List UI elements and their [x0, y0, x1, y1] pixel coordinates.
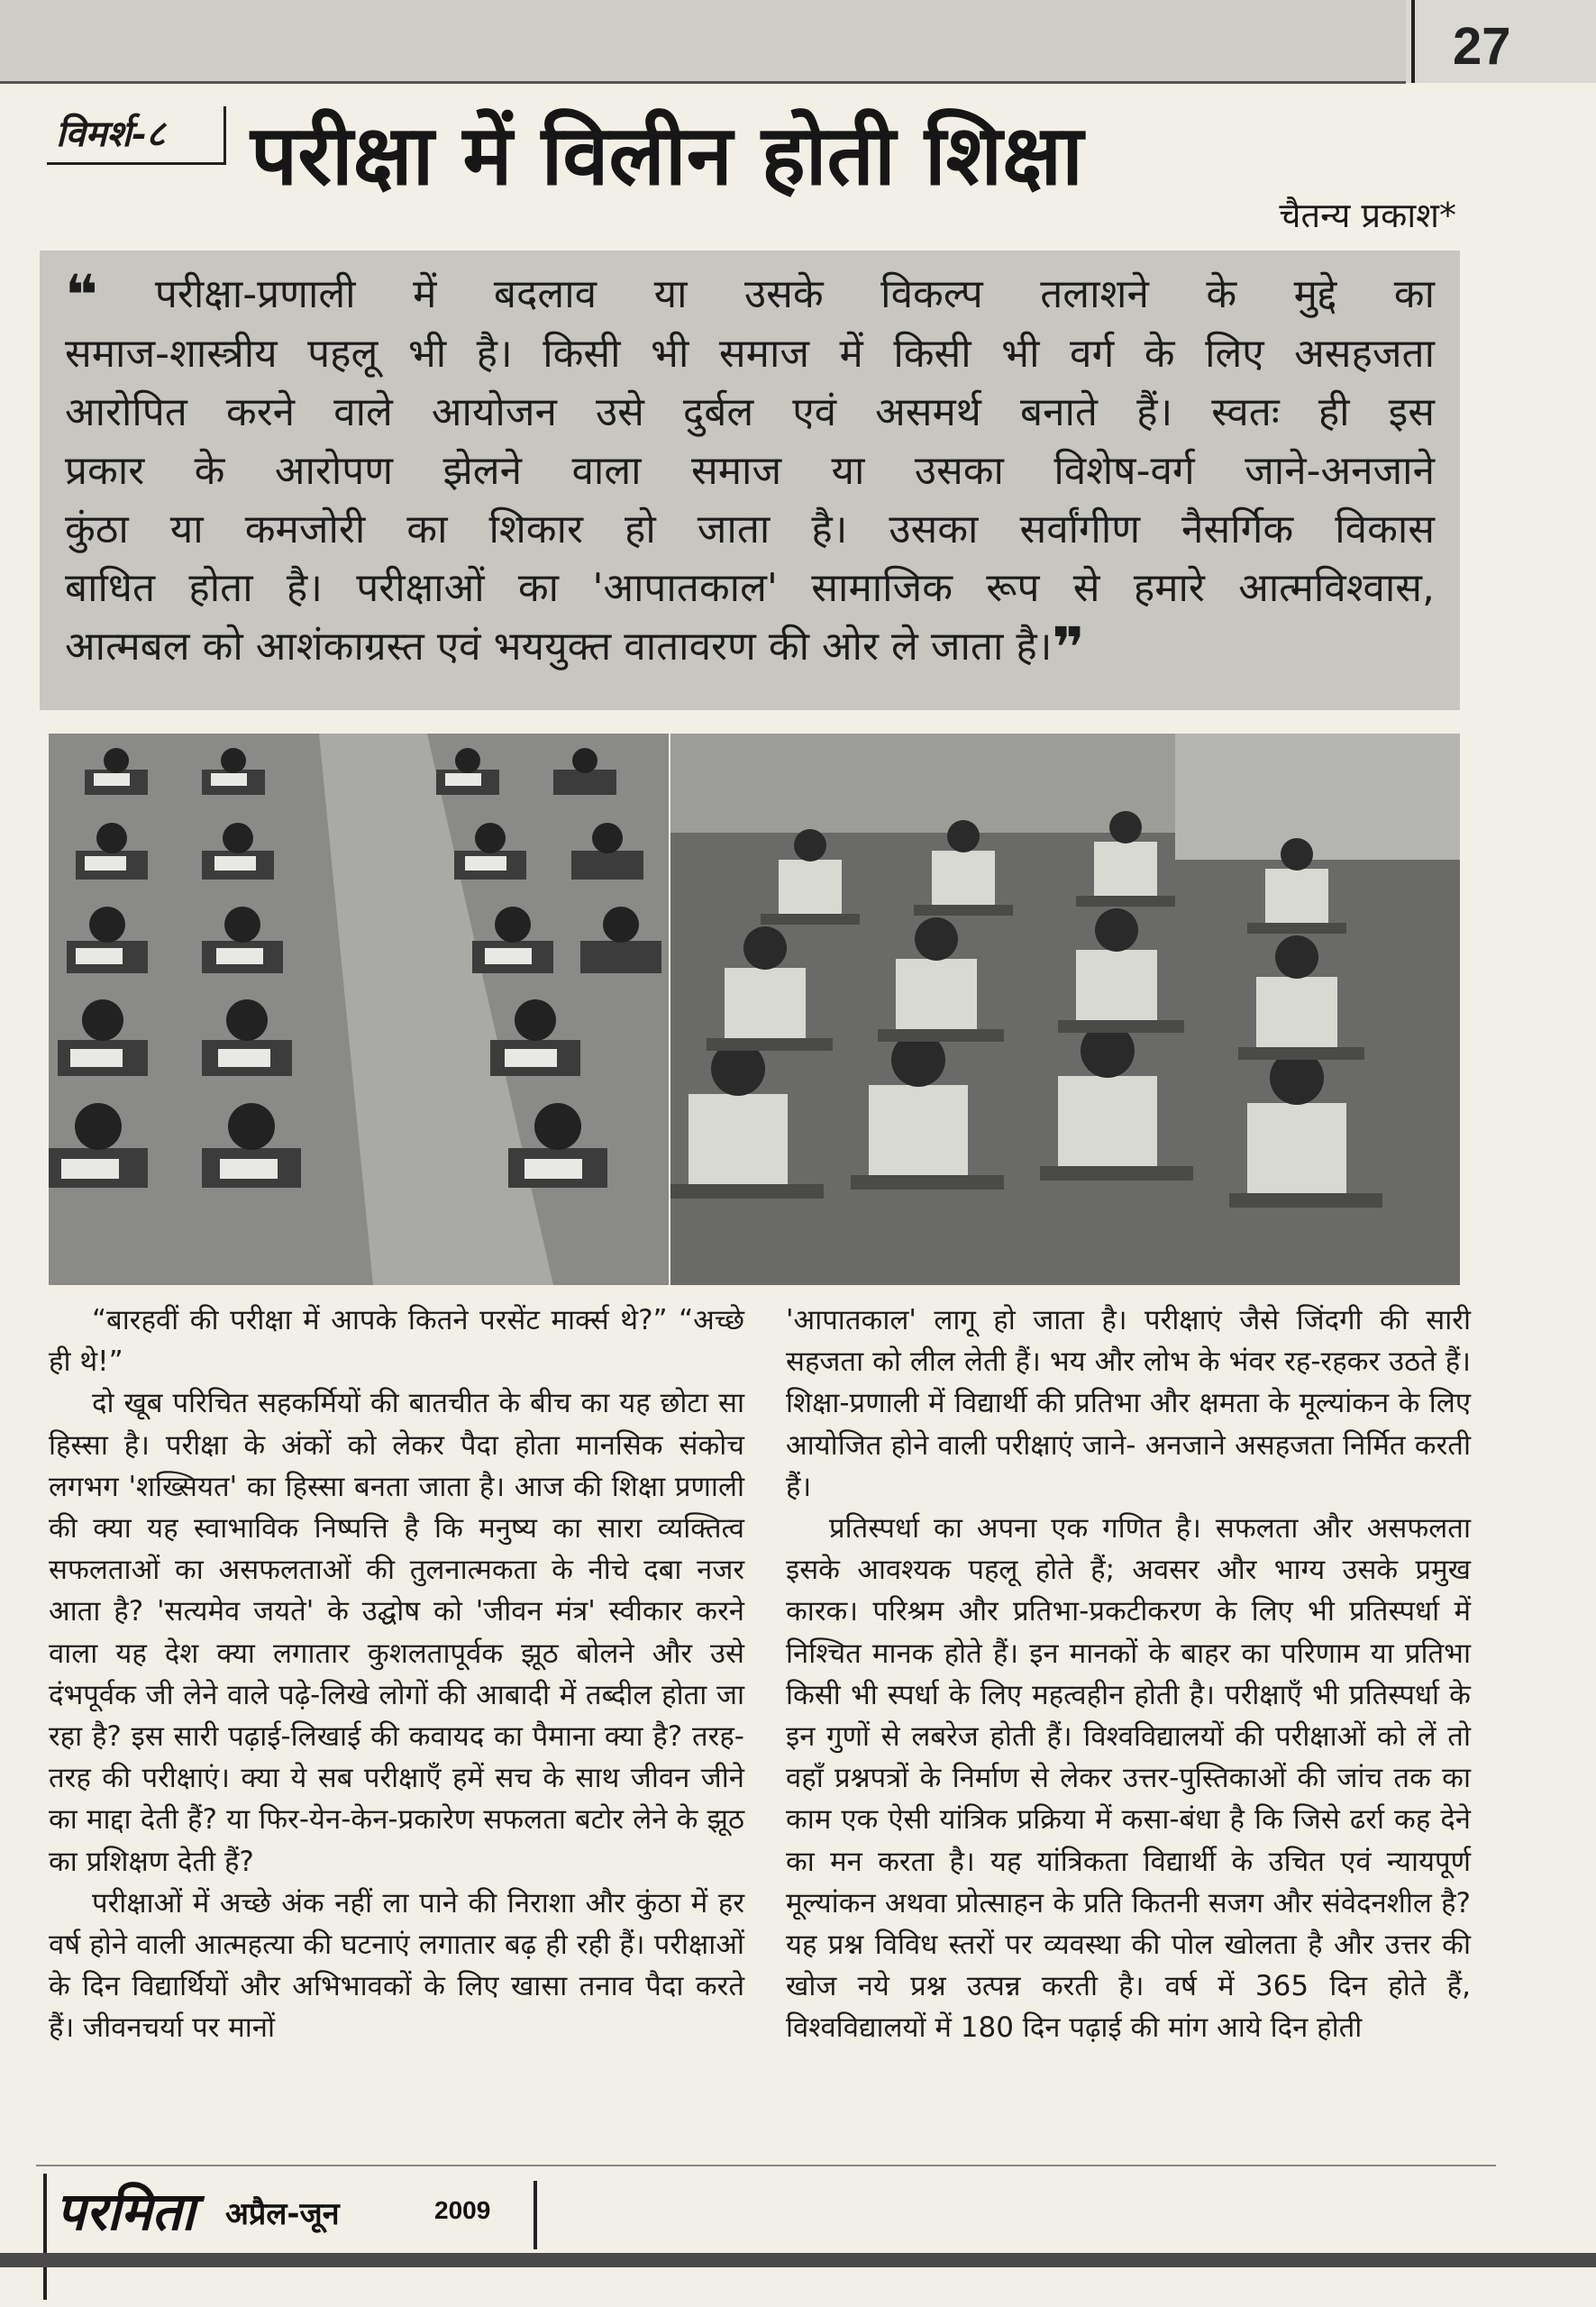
pull-quote-line: समाज-शास्त्रीय पहलू भी है। किसी भी समाज में किसी भी वर्ग के लिए असहजता: [65, 331, 1435, 377]
footer-divider: [36, 2165, 1496, 2166]
close-quote-icon: ❞: [1052, 615, 1085, 680]
magazine-name: परमिता: [56, 2181, 196, 2242]
exam-hall-photo-right: [670, 734, 1460, 1285]
section-tag: विमर्श-८: [47, 106, 226, 165]
open-quote-icon: ❝: [65, 262, 98, 328]
body-paragraph: दो खूब परिचित सहकर्मियों की बातचीत के बीच का यह छोटा सा हिस्सा है। परीक्षा के अंकों को लेकर पैदा होता मानसिक संकोच लगभग 'शख्सियत' का हिस्सा बनता जाता है। आज की शिक्षा प्रणाली की क्या यह स्वाभाविक निष्पत्ति है कि मनुष्य का सारा व्यक्तित्व सफलताओं का असफलताओं की तुलनात्मकता के नीचे दबा नजर आता है? 'सत्यमेव जयते' के उद्घोष को 'जीवन मंत्र' स्वीकार करने वाला यह देश क्या लगातार कुशलतापूर्वक झूठ बोलने और उसे दंभपूर्वक जी लेने वाले पढ़े-लिखे लोगों की आबादी में तब्दील होता जा रहा है? इस सारी पढ़ाई-लिखाई की कवायद का पैमाना क्या है? तरह-तरह की परीक्षाएं। क्या ये सब परीक्षाएँ हमें सच के साथ जीवन जीने का माद्दा देती हैं? या फिर-येन-केन-प्रकारेण सफलता बटोर लेने के झूठ का प्रशिक्षण देती हैं?: [49, 1387, 744, 1878]
body-paragraph: 'आपातकाल' लागू हो जाता है। परीक्षाएं जैसे जिंदगी की सारी सहजता को लील लेती हैं। भय और लोभ के भंवर रह-रहकर उठते हैं। शिक्षा-प्रणाली में विद्यार्थी की प्रतिभा और क्षमता के मूल्यांकन के लिए आयोजित होने वाली परीक्षाएं जाने- अनजाने असहजता निर्मित करती हैं।: [786, 1304, 1471, 1503]
pull-quote-text: आत्मबल को आशंकाग्रस्त एवं भययुक्त वातावरण की ओर ले जाता है।: [65, 624, 1053, 670]
pull-quote-text: परीक्षा-प्रणाली में बदलाव या उसके विकल्प तलाशने के मुद्दे का: [154, 271, 1435, 317]
article-title: परीक्षा में विलीन होती शिक्षा: [251, 107, 1084, 204]
issue-year: 2009: [434, 2196, 491, 2224]
article-body-right-column: [786, 1299, 1471, 2049]
exam-hall-illustration-right: [670, 734, 1460, 1285]
footer-band: [0, 2253, 1596, 2267]
pull-quote-line: कुंठा या कमजोरी का शिकार हो जाता है। उसका सर्वांगीण नैसर्गिक विकास: [65, 506, 1435, 552]
pull-quote-line: बाधित होता है। परीक्षाओं का 'आपातकाल' सामाजिक रूप से हमारे आत्मविश्वास,: [65, 565, 1435, 611]
exam-hall-illustration-left: [49, 734, 669, 1285]
author-byline: चैतन्य प्रकाश*: [1279, 196, 1456, 235]
article-body-left-column: [49, 1299, 744, 2049]
issue-months: अप्रैल-जून: [225, 2196, 340, 2232]
pull-quote: [40, 251, 1460, 710]
header-band-shade: [0, 0, 1406, 83]
body-paragraph: परीक्षाओं में अच्छे अंक नहीं ला पाने की निराशा और कुंठा में हर वर्ष होने वाली आत्महत्या की घटनाएं लगातार बढ़ ही रही हैं। परीक्षाओं के दिन विद्यार्थियों और अभिभावकों के लिए खासा तनाव पैदा करते हैं। जीवनचर्या पर मानों: [49, 1886, 744, 2045]
page-number: 27: [1453, 17, 1511, 76]
header-rule: [0, 81, 1406, 84]
footer-right-rule: [534, 2181, 537, 2249]
body-paragraph: प्रतिस्पर्धा का अपना एक गणित है। सफलता और असफलता इसके आवश्यक पहलू होते हैं; अवसर और भाग्य उसके प्रमुख कारक। परिश्रम और प्रतिभा-प्रकटीकरण के लिए भी प्रतिस्पर्धा में निश्चित मानक होते हैं। इन मानकों के बाहर का परिणाम या प्रतिभा किसी भी स्पर्धा के लिए महत्वहीन होती है। परीक्षाएँ भी प्रतिस्पर्धा के इन गुणों से लबरेज होती हैं। विश्वविद्यालयों की परीक्षाओं को लें तो वहाँ प्रश्नपत्रों के निर्माण से लेकर उत्तर-पुस्तिकाओं की जांच तक का काम एक ऐसी यांत्रिक प्रक्रिया में कसा-बंधा है कि जिसे ढर्रा कह देने का मन करता है। यह यांत्रिकता विद्यार्थी के उचित एवं न्यायपूर्ण मूल्यांकन अथवा प्रोत्साहन के प्रति कितनी सजग और संवेदनशील है? यह प्रश्न विविध स्तरों पर व्यवस्था की पोल खोलता है और उत्तर की खोज नये प्रश्न उत्पन्न करती है। वर्ष में 365 दिन होते हैं, विश्वविद्यालयों में 180 दिन पढ़ाई की मांग आये दिन होती: [786, 1512, 1471, 2045]
footer-left-rule: [43, 2174, 47, 2300]
pull-quote-line: [65, 615, 1435, 680]
body-paragraph: “बारहवीं की परीक्षा में आपके कितने परसेंट मार्क्स थे?” “अच्छे ही थे!”: [49, 1304, 744, 1379]
pull-quote-line: [65, 262, 1435, 328]
pull-quote-line: प्रकार के आरोपण झेलने वाला समाज या उसका विशेष-वर्ग जाने-अनजाने: [65, 448, 1435, 494]
pull-quote-line: आरोपित करने वाले आयोजन उसे दुर्बल एवं असमर्थ बनाते हैं। स्वतः ही इस: [65, 389, 1435, 435]
page-number-divider: [1411, 0, 1415, 83]
exam-hall-photo-left: [49, 734, 669, 1285]
